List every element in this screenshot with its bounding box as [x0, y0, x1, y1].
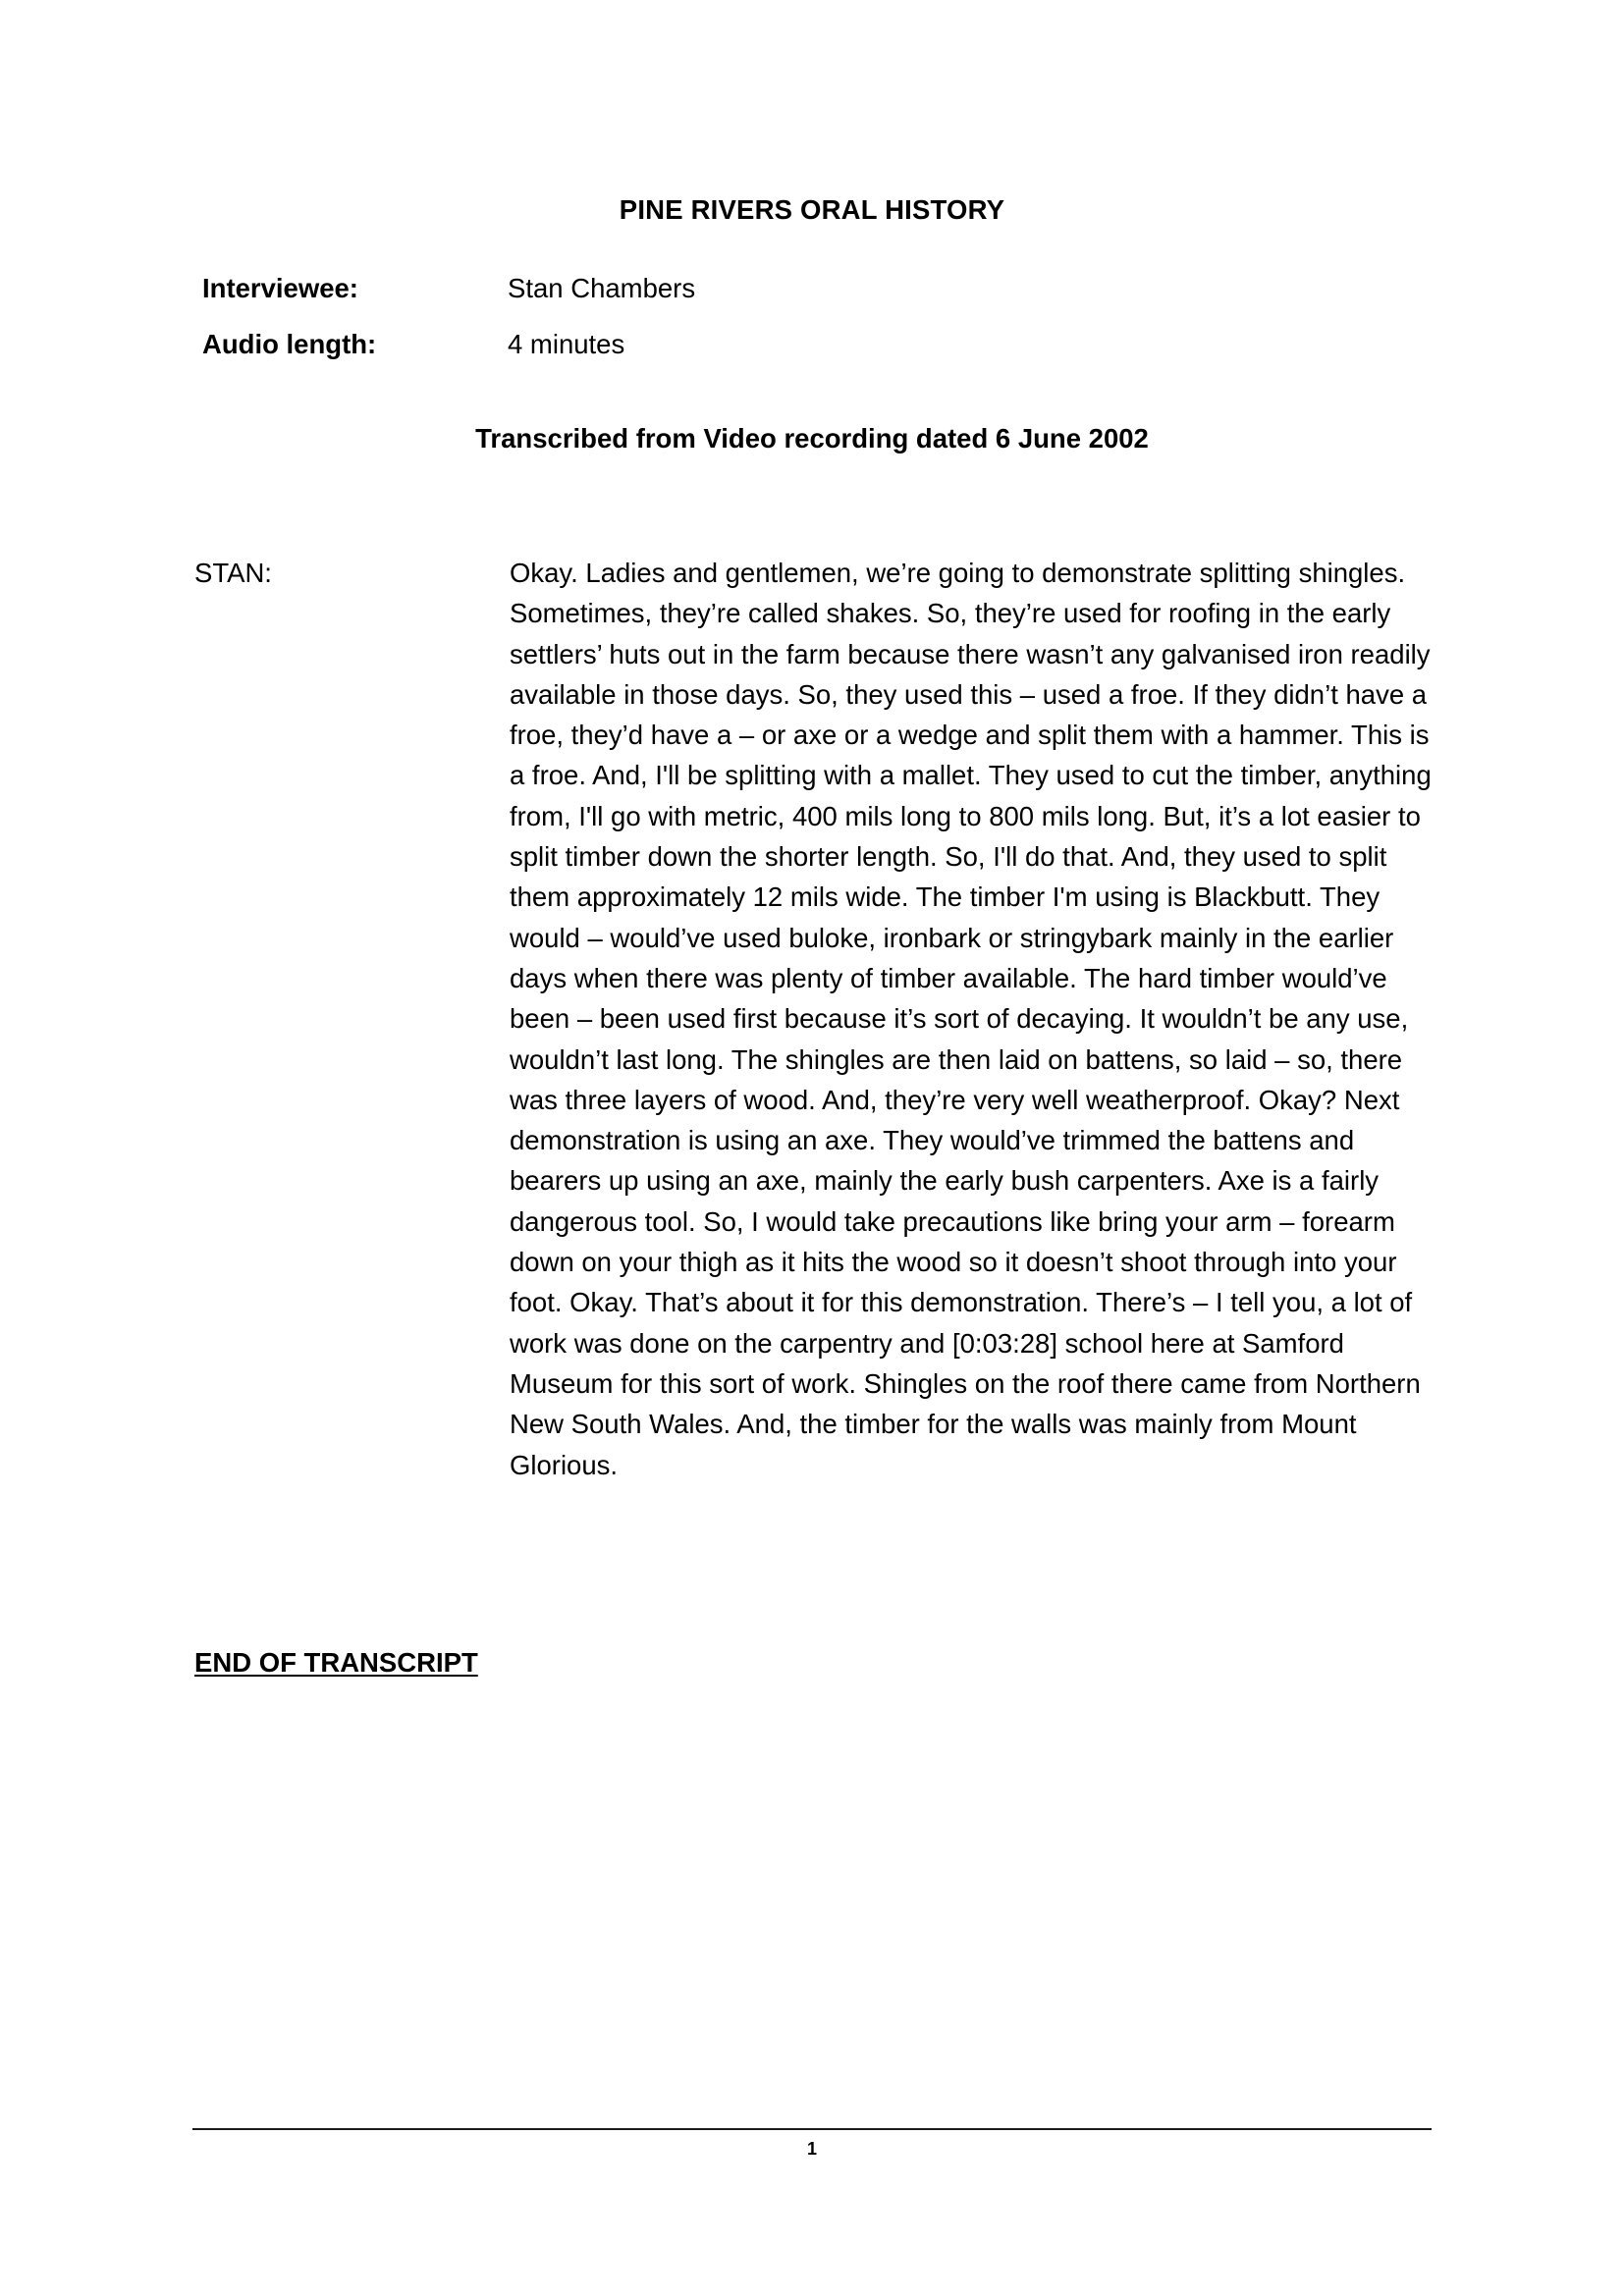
footer-divider	[192, 2128, 1432, 2130]
page-footer	[192, 2128, 1432, 2158]
metadata-value-audio-length: 4 minutes	[508, 329, 625, 359]
speech-paragraph: Okay. Ladies and gentlemen, we’re going to demonstrate splitting shingles. Sometimes, they’re called shakes. So, they’re used for roofing in the early settlers’ huts out in the farm because there wasn’t any galvanised iron readily available in those days. So, they used this – used a froe. If they didn’t have a froe, they’d have a – or axe or a wedge and split them with a hammer. This is a froe. And, I'll be splitting with a mallet. They used to cut the timber, anything from, I'll go with metric, 400 mils long to 800 mils long. But, it’s a lot easier to split timber down the shorter length. So, I'll do that. And, they used to split them approximately 12 mils wide. The timber I'm using is Blackbutt. They would – would’ve used buloke, ironbark or stringybark mainly in the earlier days when there was plenty of timber available. The hard timber would’ve been – been used first because it’s sort of decaying. It wouldn’t be any use, wouldn’t last long. The shingles are then laid on battens, so laid – so, there was three layers of wood. And, they’re very well weatherproof. Okay? Next demonstration is using an axe. They would’ve trimmed the battens and bearers up using an axe, mainly the early bush carpenters. Axe is a fairly dangerous tool. So, I would take precautions like bring your arm – forearm down on your thigh as it hits the wood so it doesn’t shoot through into your foot. Okay. That’s about it for this demonstration. There’s – I tell you, a lot of work was done on the carpentry and [0:03:28] school here at Samford Museum for this sort of work. Shingles on the roof there came from Northern New South Wales. And, the timber for the walls was mainly from Mount Glorious.	[510, 558, 1432, 1480]
metadata-label-interviewee: Interviewee:	[202, 273, 358, 303]
metadata-row-audio-length	[202, 329, 1380, 385]
end-of-transcript-label: END OF TRANSCRIPT	[194, 1647, 478, 1678]
speaker-label: STAN:	[194, 558, 272, 588]
transcript-body	[194, 553, 1441, 1485]
page-number: 1	[806, 2139, 817, 2159]
transcript-entry	[194, 553, 1441, 1485]
metadata-block	[202, 273, 1380, 385]
page-title: PINE RIVERS ORAL HISTORY	[619, 194, 1005, 225]
metadata-label-audio-length: Audio length:	[202, 329, 377, 359]
metadata-row-interviewee	[202, 273, 1380, 329]
metadata-value-interviewee: Stan Chambers	[508, 273, 696, 303]
page-subtitle: Transcribed from Video recording dated 6 June 2002	[475, 423, 1149, 454]
